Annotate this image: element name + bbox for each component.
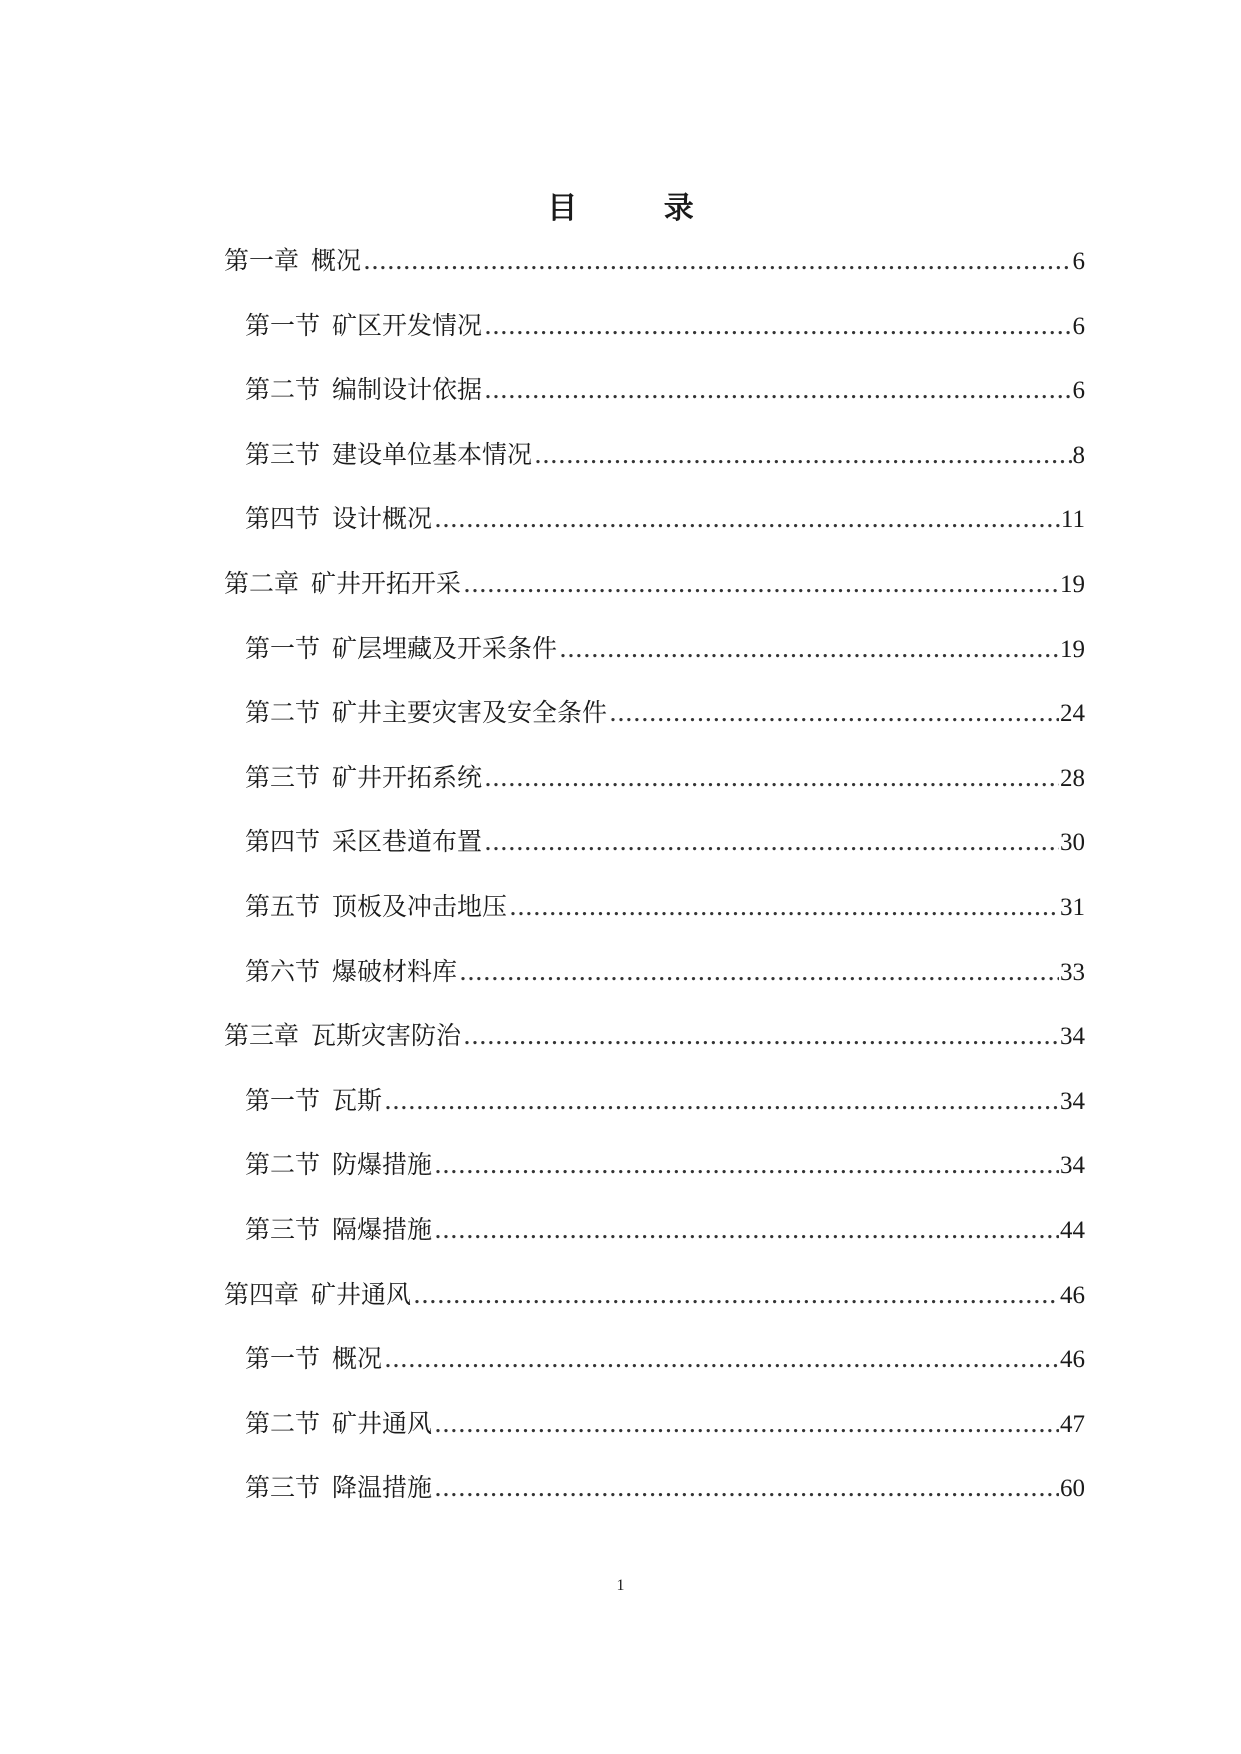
toc-entry-page: 28 bbox=[1060, 764, 1085, 792]
toc-entry-page: 46 bbox=[1060, 1346, 1085, 1374]
page-title: 目 录 bbox=[547, 191, 732, 226]
toc-entry-number: 第五节 bbox=[245, 891, 321, 921]
toc-entry-title: 降温措施 bbox=[332, 1473, 433, 1503]
toc-entry-page: 31 bbox=[1060, 893, 1085, 921]
toc-entry-label bbox=[245, 1409, 432, 1439]
toc-entry-number: 第一章 bbox=[224, 246, 300, 275]
toc-entry-title: 编制设计依据 bbox=[332, 375, 483, 405]
toc-entry-number: 第四节 bbox=[245, 504, 321, 534]
toc-entry-number: 第一节 bbox=[245, 633, 321, 663]
toc-entry-number: 第二节 bbox=[245, 1150, 321, 1180]
toc-entry-title: 设计概况 bbox=[332, 504, 433, 534]
toc-dot-leader bbox=[459, 957, 1059, 987]
toc-entry-section[interactable] bbox=[224, 1473, 1085, 1538]
toc-entry-label bbox=[245, 698, 607, 728]
toc-entry-page: 19 bbox=[1060, 635, 1085, 663]
toc-dot-leader bbox=[609, 698, 1059, 728]
toc-entry-page: 11 bbox=[1060, 506, 1085, 534]
toc-entry-number: 第二节 bbox=[245, 375, 321, 405]
toc-entry-section[interactable] bbox=[224, 440, 1085, 505]
toc-entry-number: 第三章 bbox=[224, 1021, 300, 1051]
toc-dot-leader bbox=[484, 311, 1071, 341]
toc-entry-page: 46 bbox=[1060, 1281, 1085, 1309]
table-of-contents bbox=[224, 246, 1085, 1538]
toc-entry-title: 矿层埋藏及开采条件 bbox=[332, 633, 558, 663]
toc-entry-label bbox=[245, 1473, 432, 1503]
toc-dot-leader bbox=[463, 569, 1059, 599]
toc-entry-number: 第二节 bbox=[245, 698, 321, 728]
toc-entry-number: 第三节 bbox=[245, 1473, 321, 1503]
toc-entry-number: 第一节 bbox=[245, 310, 321, 340]
toc-entry-section[interactable] bbox=[224, 1409, 1085, 1474]
toc-entry-title: 矿井开拓开采 bbox=[311, 568, 462, 598]
toc-entry-chapter-1[interactable] bbox=[224, 246, 1085, 311]
toc-entry-title: 矿井通风 bbox=[332, 1408, 433, 1438]
toc-entry-label bbox=[224, 246, 361, 276]
toc-entry-number: 第六节 bbox=[245, 956, 321, 986]
toc-entry-number: 第一节 bbox=[245, 1344, 321, 1374]
toc-entry-chapter-2[interactable] bbox=[224, 569, 1085, 634]
toc-entry-number: 第二节 bbox=[245, 1408, 321, 1438]
toc-entry-label bbox=[245, 1086, 382, 1116]
toc-entry-section[interactable] bbox=[224, 1150, 1085, 1215]
toc-entry-page: 34 bbox=[1060, 1152, 1085, 1180]
toc-dot-leader bbox=[559, 634, 1059, 664]
toc-entry-label bbox=[224, 1280, 411, 1310]
toc-entry-section[interactable] bbox=[224, 634, 1085, 699]
toc-entry-label bbox=[245, 375, 482, 405]
toc-entry-page: 24 bbox=[1060, 700, 1085, 728]
toc-entry-title: 矿区开发情况 bbox=[332, 310, 483, 340]
toc-entry-section[interactable] bbox=[224, 375, 1085, 440]
toc-entry-page: 34 bbox=[1060, 1087, 1085, 1115]
toc-entry-label bbox=[245, 763, 482, 793]
toc-entry-page: 60 bbox=[1060, 1475, 1085, 1503]
toc-entry-label bbox=[224, 569, 461, 599]
toc-entry-number: 第三节 bbox=[245, 1214, 321, 1244]
toc-dot-leader bbox=[384, 1344, 1059, 1374]
toc-dot-leader bbox=[434, 1473, 1059, 1503]
toc-entry-page: 6 bbox=[1072, 312, 1085, 340]
toc-entry-title: 矿井开拓系统 bbox=[332, 762, 483, 792]
toc-entry-label bbox=[245, 504, 432, 534]
toc-entry-number: 第四节 bbox=[245, 827, 321, 857]
toc-entry-section[interactable] bbox=[224, 1086, 1085, 1151]
toc-entry-section[interactable] bbox=[224, 1215, 1085, 1280]
toc-entry-page: 19 bbox=[1060, 570, 1085, 598]
page-number: 1 bbox=[616, 1577, 625, 1594]
toc-entry-title: 瓦斯 bbox=[332, 1085, 383, 1115]
toc-dot-leader bbox=[363, 246, 1071, 276]
toc-dot-leader bbox=[534, 440, 1071, 470]
toc-entry-section[interactable] bbox=[224, 763, 1085, 828]
toc-dot-leader bbox=[413, 1280, 1059, 1310]
toc-entry-title: 防爆措施 bbox=[332, 1150, 433, 1180]
toc-dot-leader bbox=[434, 1215, 1059, 1245]
toc-entry-page: 30 bbox=[1060, 829, 1085, 857]
toc-entry-page: 44 bbox=[1060, 1216, 1085, 1244]
toc-entry-number: 第二章 bbox=[224, 568, 300, 598]
toc-entry-label bbox=[245, 892, 507, 922]
toc-entry-section[interactable] bbox=[224, 504, 1085, 569]
toc-dot-leader bbox=[509, 892, 1059, 922]
toc-dot-leader bbox=[434, 1409, 1059, 1439]
toc-entry-chapter-3[interactable] bbox=[224, 1021, 1085, 1086]
toc-entry-page: 47 bbox=[1060, 1410, 1085, 1438]
toc-entry-page: 33 bbox=[1060, 958, 1085, 986]
toc-entry-section[interactable] bbox=[224, 827, 1085, 892]
toc-entry-title: 隔爆措施 bbox=[332, 1214, 433, 1244]
toc-dot-leader bbox=[484, 763, 1059, 793]
toc-entry-page: 34 bbox=[1060, 1023, 1085, 1051]
toc-entry-section[interactable] bbox=[224, 957, 1085, 1022]
toc-entry-number: 第三节 bbox=[245, 762, 321, 792]
toc-entry-section[interactable] bbox=[224, 892, 1085, 957]
toc-entry-label bbox=[245, 1344, 382, 1374]
toc-entry-number: 第四章 bbox=[224, 1279, 300, 1309]
toc-entry-title: 顶板及冲击地压 bbox=[332, 891, 508, 921]
toc-entry-label bbox=[245, 311, 482, 341]
toc-dot-leader bbox=[463, 1021, 1059, 1051]
toc-entry-label bbox=[245, 440, 532, 470]
toc-entry-label bbox=[224, 1021, 461, 1051]
toc-entry-title: 采区巷道布置 bbox=[332, 827, 483, 857]
toc-dot-leader bbox=[484, 375, 1071, 405]
toc-entry-page: 6 bbox=[1072, 377, 1085, 405]
toc-entry-section[interactable] bbox=[224, 698, 1085, 763]
toc-entry-title: 概况 bbox=[311, 246, 362, 275]
toc-dot-leader bbox=[434, 1150, 1059, 1180]
toc-entry-title: 矿井主要灾害及安全条件 bbox=[332, 698, 608, 728]
toc-entry-label bbox=[245, 634, 557, 664]
toc-dot-leader bbox=[384, 1086, 1059, 1116]
toc-entry-title: 瓦斯灾害防治 bbox=[311, 1021, 462, 1051]
toc-entry-title: 建设单位基本情况 bbox=[332, 439, 533, 469]
toc-entry-chapter-4[interactable] bbox=[224, 1280, 1085, 1345]
toc-entry-number: 第三节 bbox=[245, 439, 321, 469]
toc-entry-title: 概况 bbox=[332, 1344, 383, 1374]
toc-entry-title: 矿井通风 bbox=[311, 1279, 412, 1309]
toc-entry-section[interactable] bbox=[224, 1344, 1085, 1409]
toc-entry-label bbox=[245, 1215, 432, 1245]
toc-dot-leader bbox=[484, 827, 1059, 857]
toc-entry-number: 第一节 bbox=[245, 1085, 321, 1115]
toc-entry-section[interactable] bbox=[224, 311, 1085, 376]
toc-dot-leader bbox=[434, 504, 1060, 534]
toc-entry-page: 6 bbox=[1072, 248, 1085, 275]
toc-entry-title: 爆破材料库 bbox=[332, 956, 458, 986]
toc-entry-label bbox=[245, 1150, 432, 1180]
toc-entry-label bbox=[245, 957, 457, 987]
toc-entry-label bbox=[245, 827, 482, 857]
toc-entry-page: 8 bbox=[1072, 441, 1085, 469]
